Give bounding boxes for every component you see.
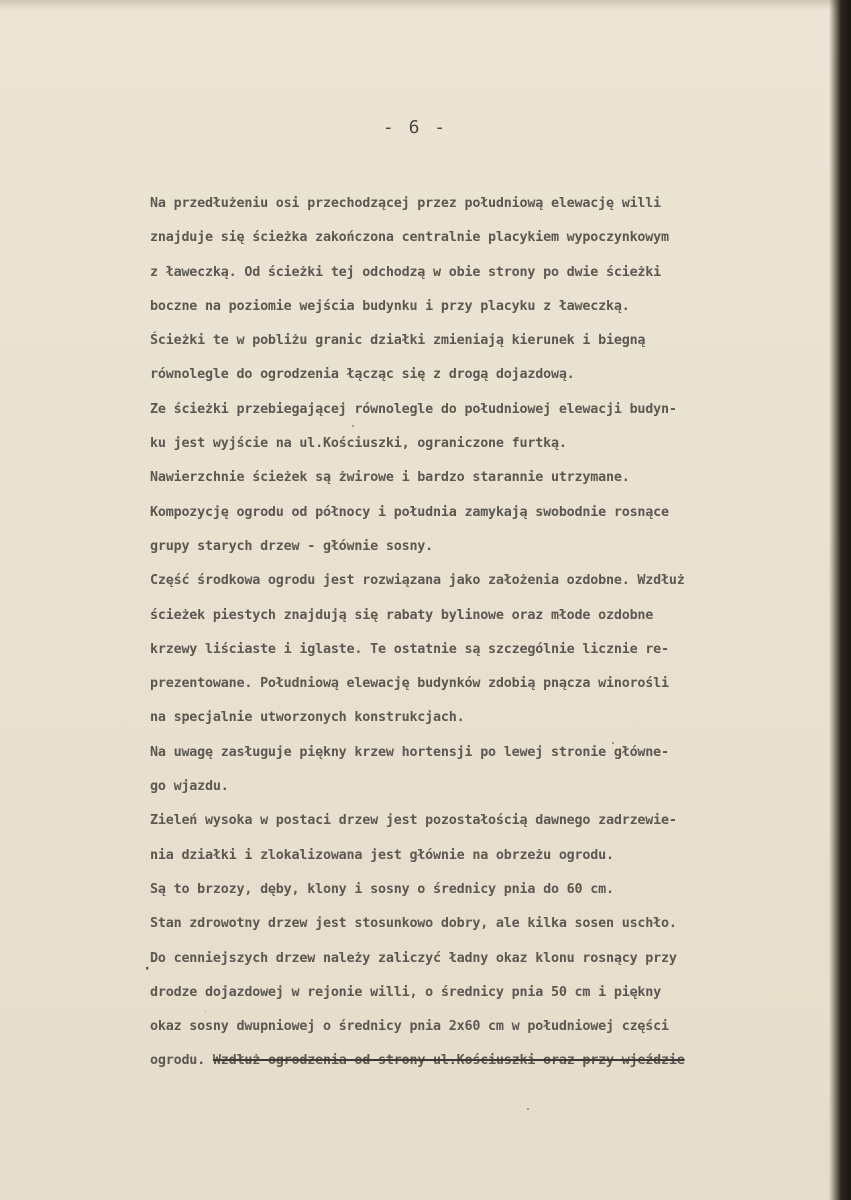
last-line-start: ogrodu.: [150, 1053, 213, 1069]
text-line: ścieżek piestych znajdują się rabaty bylinowe oraz młode ozdobne: [150, 607, 654, 623]
text-line: boczne na poziomie wejścia budynku i przy placyku z ławeczką.: [150, 298, 630, 314]
speck: [527, 1108, 529, 1110]
text-line: Są to brzozy, dęby, klony i sosny o średnicy pnia do 60 cm.: [150, 881, 614, 897]
text-line: prezentowane. Południową elewację budynków zdobią pnącza winorośli: [150, 676, 669, 692]
speck: [352, 425, 354, 427]
body-text: [150, 190, 840, 1082]
text-line: Część środkowa ogrodu jest rozwiązana jako założenia ozdobne. Wzdłuż: [150, 573, 685, 589]
text-line: równolegle do ogrodzenia łącząc się z drogą dojazdową.: [150, 367, 575, 383]
top-edge-shadow: [0, 0, 851, 10]
margin-mark: ·: [143, 961, 152, 977]
speck: [612, 742, 614, 744]
text-line: ku jest wyjście na ul.Kościuszki, ograniczone furtką.: [150, 436, 567, 452]
text-line: grupy starych drzew - głównie sosny.: [150, 538, 434, 554]
text-line: Zieleń wysoka w postaci drzew jest pozostałością dawnego zadrzewie-: [150, 813, 677, 829]
text-line: nia działki i zlokalizowana jest głównie na obrzeżu ogrodu.: [150, 847, 614, 863]
struck-through-text: Wzdłuż ogrodzenia od strony ul.Kościuszki oraz przy wjeździe: [212, 1053, 685, 1069]
page-number: - 6 -: [382, 117, 448, 138]
text-line: drodze dojazdowej w rejonie willi, o średnicy pnia 50 cm i piękny: [150, 984, 662, 1000]
text-line: Stan zdrowotny drzew jest stosunkowo dobry, ale kilka sosen uschło.: [150, 916, 677, 932]
text-line: z ławeczką. Od ścieżki tej odchodzą w obie strony po dwie ścieżki: [150, 264, 662, 280]
text-line: Na uwagę zasługuje piękny krzew hortensji po lewej stronie główne-: [150, 744, 669, 760]
text-line: na specjalnie utworzonych konstrukcjach.: [150, 710, 465, 726]
text-line: Ze ścieżki przebiegającej równolegle do południowej elewacji budyn-: [150, 401, 677, 417]
text-line: Nawierzchnie ścieżek są żwirowe i bardzo starannie utrzymane.: [150, 470, 630, 486]
text-line: Kompozycję ogrodu od północy i południa zamykają swobodnie rosnące: [150, 504, 669, 520]
text-line: okaz sosny dwupniowej o średnicy pnia 2x60 cm w południowej części: [150, 1019, 669, 1035]
text-line: Ścieżki te w pobliżu granic działki zmieniają kierunek i biegną: [150, 333, 646, 349]
speck: [205, 1011, 206, 1012]
text-line: znajduje się ścieżka zakończona centralnie placykiem wypoczynkowym: [150, 230, 669, 246]
text-line: go wjazdu.: [150, 779, 229, 795]
text-line: Do cenniejszych drzew należy zaliczyć ładny okaz klonu rosnący przy: [150, 950, 677, 966]
text-line: krzewy liściaste i iglaste. Te ostatnie są szczególnie licznie re-: [150, 641, 669, 657]
last-text-line: [150, 1047, 840, 1081]
text-line: Na przedłużeniu osi przechodzącej przez południową elewację willi: [150, 196, 662, 211]
